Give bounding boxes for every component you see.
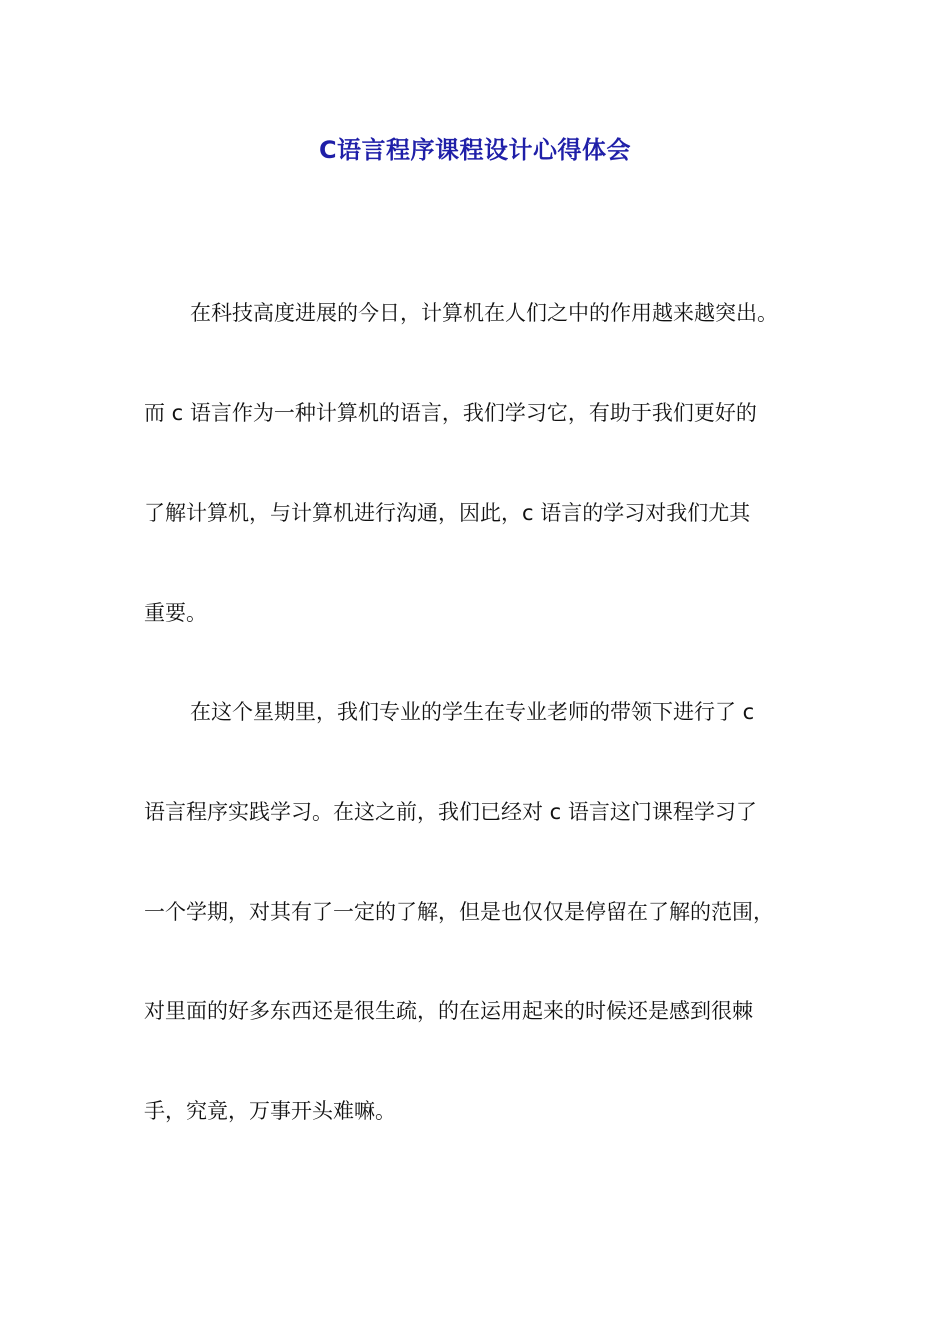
paragraph-line: 在这个星期里，我们专业的学生在专业老师的带领下进行了 c <box>190 700 755 724</box>
paragraph-line: 语言程序实践学习。在这之前，我们已经对 c 语言这门课程学习了 <box>144 800 757 824</box>
paragraph-line: 在科技高度进展的今日，计算机在人们之中的作用越来越突出。 <box>190 301 778 325</box>
document-title: C语言程序课程设计心得体会 <box>318 136 632 164</box>
paragraph-line: 而 c 语言作为一种计算机的语言，我们学习它，有助于我们更好的 <box>144 401 757 425</box>
paragraph-line: 对里面的好多东西还是很生疏，的在运用起来的时候还是感到很棘 <box>144 999 753 1023</box>
paragraph-line: 手，究竟，万事开头难嘛。 <box>144 1099 396 1123</box>
paragraph-line: 一个学期，对其有了一定的了解，但是也仅仅是停留在了解的范围， <box>144 900 774 924</box>
paragraph-line: 重要。 <box>144 601 207 625</box>
paragraph-line: 了解计算机，与计算机进行沟通，因此，c 语言的学习对我们尤其 <box>144 501 751 525</box>
